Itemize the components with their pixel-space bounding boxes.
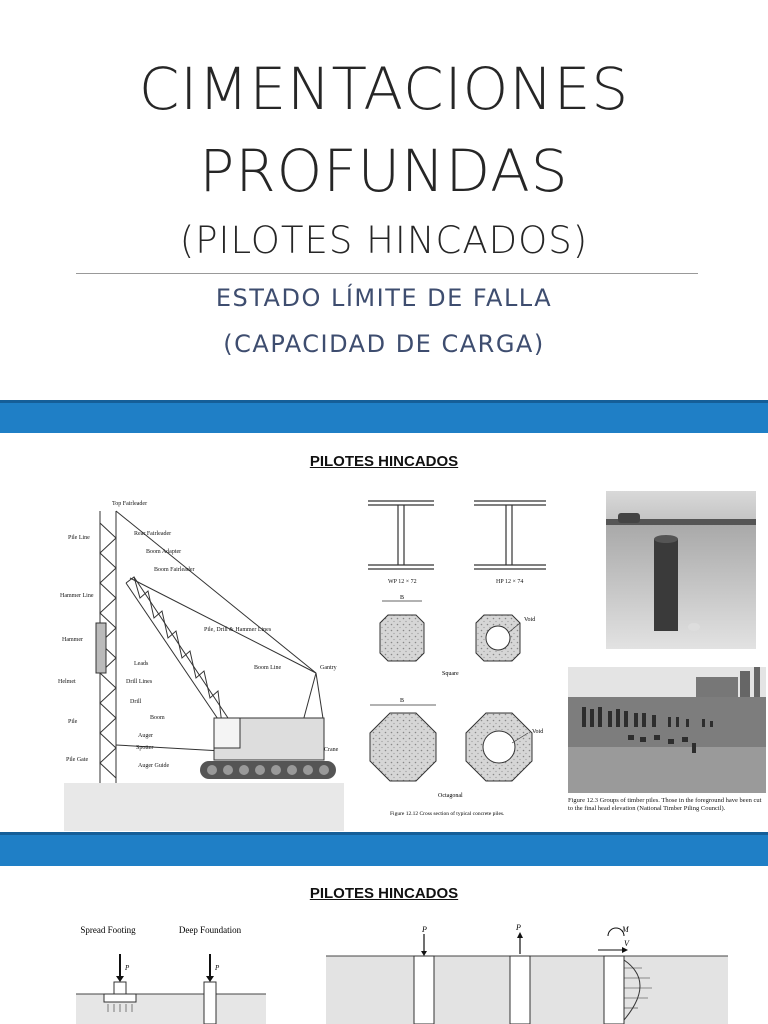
slide-3 xyxy=(0,866,768,1024)
label-spotter: Spotter xyxy=(136,745,154,751)
spread-vs-deep-foundation-diagram xyxy=(70,924,270,1024)
concrete-figure-caption: Figure 12.12 Cross section of typical concrete piles. xyxy=(390,811,505,817)
label-square: Square xyxy=(442,671,459,677)
label-boom-fairleader: Boom Fairleader xyxy=(154,567,195,573)
title-line-1: CIMENTACIONES xyxy=(138,55,630,123)
label-pile-line: Pile Line xyxy=(68,535,90,541)
label-crane: Crane xyxy=(324,747,339,753)
label-wp-section: WP 12 × 72 xyxy=(388,579,417,585)
load-p-3: P xyxy=(422,925,427,934)
slide-2 xyxy=(0,433,768,832)
label-hammer: Hammer xyxy=(62,637,83,643)
load-p-2: P xyxy=(215,964,220,972)
timber-pile-group-photo xyxy=(568,667,766,793)
label-dim-b-2: B xyxy=(400,698,405,704)
load-p-4: P xyxy=(516,923,521,932)
label-spread: Spread Footing xyxy=(80,925,136,935)
section-title: PILOTES HINCADOS xyxy=(309,453,459,470)
label-void-2: Void xyxy=(532,729,544,735)
title-divider xyxy=(76,273,698,274)
section-title-2: PILOTES HINCADOS xyxy=(309,885,459,902)
moment-m: M xyxy=(622,925,629,934)
label-pile: Pile xyxy=(68,719,78,725)
slide-separator-band xyxy=(0,832,768,866)
title-slide xyxy=(0,0,768,400)
subtitle-line-2: (CAPACIDAD DE CARGA) xyxy=(223,330,545,358)
label-deep: Deep Foundation xyxy=(178,925,242,935)
timber-figure-caption: Figure 12.3 Groups of timber piles. Those in the foreground have been cut to the final head elevation (National Timber Piling Council). xyxy=(568,797,762,812)
title-line-3: (PILOTES HINCADOS) xyxy=(179,219,589,262)
label-helmet: Helmet xyxy=(58,679,76,685)
subtitle-line-1: ESTADO LÍMITE DE FALLA xyxy=(215,284,553,312)
single-pile-photo xyxy=(606,491,756,649)
label-top-fairleader: Top Fairleader xyxy=(112,501,148,507)
slide-separator-band xyxy=(0,400,768,433)
label-auger: Auger xyxy=(138,733,153,739)
label-pile-gate: Pile Gate xyxy=(66,757,89,763)
pile-driving-crane-diagram xyxy=(54,493,344,832)
pile-loading-cases-diagram xyxy=(326,922,728,1024)
label-void-1: Void xyxy=(524,617,536,623)
label-leads: Leads xyxy=(134,661,149,667)
label-hammer-line: Hammer Line xyxy=(60,593,94,599)
label-boom-line: Boom Line xyxy=(254,665,282,671)
steel-h-pile-sections xyxy=(360,495,560,591)
label-drill-lines: Drill Lines xyxy=(126,679,153,685)
title-line-2: PROFUNDAS xyxy=(199,137,569,205)
label-pile-drill-hammer-lines: Pile, Drill & Hammer Lines xyxy=(204,627,272,633)
label-boom-adapter: Boom Adapter xyxy=(146,549,182,555)
label-dim-b-1: B xyxy=(400,595,405,601)
shear-v: V xyxy=(624,939,629,948)
label-drill: Drill xyxy=(130,699,142,705)
concrete-pile-sections xyxy=(360,593,570,829)
label-octagonal: Octagonal xyxy=(438,793,463,799)
label-boom: Boom xyxy=(150,715,165,721)
load-p-1: P xyxy=(125,964,130,972)
label-gantry: Gantry xyxy=(320,665,337,671)
label-rear-fairleader: Rear Fairleader xyxy=(134,531,172,537)
label-hp-section: HP 12 × 74 xyxy=(496,579,524,585)
label-auger-guide: Auger Guide xyxy=(138,763,170,769)
